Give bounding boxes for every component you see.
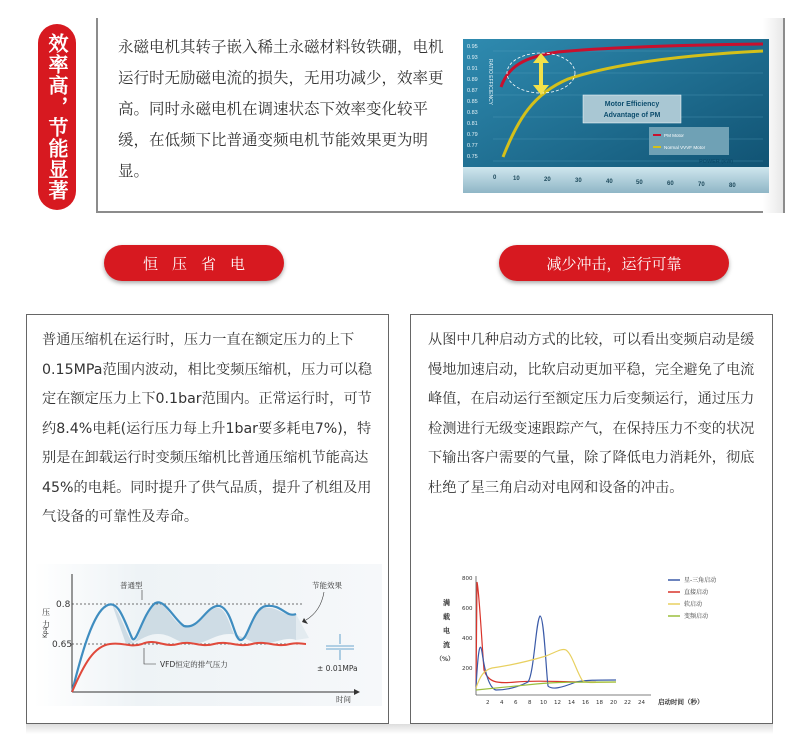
ytick: 0.87 [467, 88, 478, 94]
efficiency-badge [38, 24, 76, 210]
legend-label-soft: 软启动 [684, 601, 703, 608]
xtick: 22 [624, 700, 631, 706]
ytick: 400 [462, 636, 473, 642]
x-axis-label: 启动时间（秒） [658, 698, 704, 706]
ytick-0.65: 0.65 [52, 640, 73, 650]
ytick: 0.95 [467, 44, 478, 50]
xtick: 16 [582, 700, 589, 706]
motor-efficiency-chart [463, 39, 769, 193]
ytick: 600 [462, 606, 473, 612]
ytick: 0.79 [467, 132, 478, 138]
tolerance-label: ± 0.01MPa [317, 664, 358, 673]
ylabel-char: 满 [443, 599, 450, 607]
chart-title-line1: Motor Efficiency [604, 101, 660, 108]
chart-title-line2: Advantage of PM [603, 112, 661, 119]
x-axis-label: POWER (kW) [699, 159, 734, 165]
y-axis-label-2: 力 [42, 620, 50, 629]
reduced-impact-label: 减少冲击，运行可靠 [499, 245, 729, 281]
legend-label-normal: Normal VVVF Motor [664, 145, 706, 150]
xtick: 18 [596, 700, 603, 706]
ylabel-char: 载 [443, 613, 450, 621]
right-paragraph: 从图中几种启动方式的比较，可以看出变频启动是缓慢地加速启动，比软启动更加平稳，完全避免了电流峰值，在启动运行至额定压力后变频运行，通过压力检测进行无级变速跟踪产气，在保持压力不变的状况下输出客户需要的气量，除了降低电力消耗外，彻底杜绝了星三角启动对电网和设备的冲击。 [428, 332, 755, 496]
ytick-0.8: 0.8 [56, 600, 71, 610]
ylabel-char: 电 [443, 627, 450, 635]
y-axis-label-1: 压 [42, 608, 50, 617]
legend-label-vfd: 变频启动 [684, 613, 709, 620]
xtick: 12 [554, 700, 561, 706]
vfd-label: VFD恒定的排气压力 [160, 660, 228, 669]
x-axis-label: 时间 [336, 695, 351, 704]
constant-pressure-label: 恒压省电 [104, 245, 284, 281]
ytick: 0.93 [467, 55, 478, 61]
xtick: 60 [667, 181, 674, 187]
xtick: 50 [636, 180, 643, 186]
bottom-shadow [26, 724, 773, 734]
ytick: 0.75 [467, 154, 478, 160]
ylabel-unit: （%） [436, 656, 455, 663]
xtick: 20 [544, 177, 551, 183]
xtick: 30 [575, 178, 582, 184]
xtick: 20 [610, 700, 617, 706]
xtick: 24 [638, 700, 645, 706]
xtick: 10 [540, 700, 547, 706]
ytick: 200 [462, 666, 473, 672]
xtick: 80 [729, 183, 736, 189]
ytick: 0.91 [467, 66, 478, 72]
ytick: 800 [462, 576, 473, 582]
legend-label-pm: PM Motor [664, 133, 684, 138]
xtick: 70 [698, 182, 705, 188]
starting-current-chart [436, 570, 766, 715]
y-axis-label: RATIO EFFICIENCY [487, 59, 493, 106]
ytick: 0.77 [467, 143, 478, 149]
xtick: 10 [513, 176, 520, 182]
left-paragraph: 普通压缩机在运行时，压力一直在额定压力的上下0.15MPa范围内波动，相比变频压缩机，压力可以稳定在额定压力上下0.1bar范围内。正常运行时，可节约8.4%电耗(运行压力每上升1bar要多耗电7%)，特别是在卸载运行时变频压缩机比普通压缩机节能高达45%的电耗。同时提升了供气品质，提升了机组及用气设备的可靠性及寿命。 [42, 332, 373, 525]
normal-type-label: 普通型 [120, 581, 143, 590]
pressure-comparison-chart [34, 564, 382, 706]
chart-legend [649, 127, 729, 155]
xtick: 6 [514, 700, 518, 706]
chart-background [436, 570, 766, 715]
ytick: 0.83 [467, 110, 478, 116]
xtick: 8 [528, 700, 532, 706]
y-axis-unit: Kpa [42, 626, 49, 638]
top-paragraph: 永磁电机其转子嵌入稀土永磁材料钕铁硼，电机运行时无励磁电流的损失，无用功减少，效率更高。同时永磁电机在调速状态下效率变化较平缓，在低频下比普通变频电机节能效果更为明显。 [118, 38, 444, 180]
saving-effect-label: 节能效果 [312, 581, 342, 590]
xtick: 4 [500, 700, 504, 706]
legend-label-direct: 直接启动 [684, 589, 709, 596]
ytick: 0.89 [467, 77, 478, 83]
ytick: 0.85 [467, 99, 478, 105]
xtick: 14 [568, 700, 575, 706]
xtick: 2 [486, 700, 490, 706]
ylabel-char: 流 [443, 641, 450, 649]
ytick: 0.81 [467, 121, 478, 127]
xtick: 0 [493, 175, 497, 181]
efficiency-badge-label: 效率高，节能显著 [45, 33, 69, 201]
chart-floor [463, 167, 769, 193]
xtick: 40 [606, 179, 613, 185]
legend-label-star-delta: 星-三角启动 [684, 577, 717, 584]
